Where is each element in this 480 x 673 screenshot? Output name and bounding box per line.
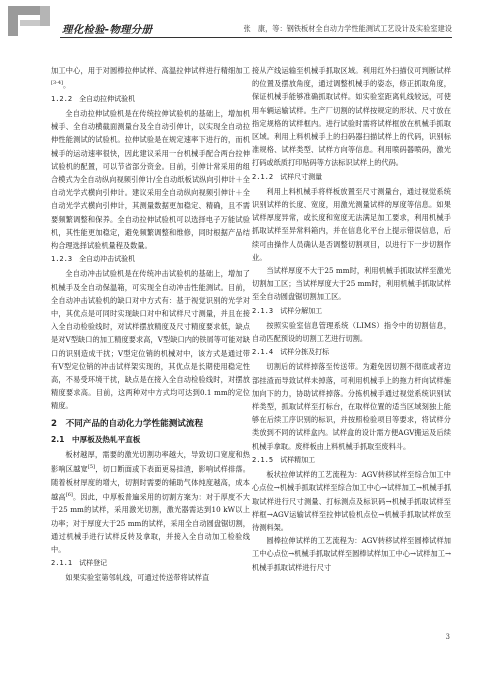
header-rule bbox=[60, 37, 452, 38]
subsubsection-heading: 2.1.1 试样登记 bbox=[51, 559, 108, 568]
citation-ref: [3-4] bbox=[51, 80, 63, 87]
body-paragraph bbox=[252, 468, 451, 534]
section-heading: 2 不同产品的自动化力学性能测试流程 bbox=[51, 418, 204, 429]
citation-ref: [5] bbox=[87, 464, 95, 471]
subsubsection-heading: 2.1.3 试样分解加工 bbox=[252, 306, 323, 315]
page-number: 3 bbox=[445, 633, 450, 641]
journal-logo-icon bbox=[6, 4, 66, 38]
paragraph-text: 当试样厚度不大于25 mm时，利用机械手抓取试样至激光切割加工区；当试样厚度大于25 mm时，利用机械手抓取试样至全自动圆盘锯切割加工区。 bbox=[252, 266, 451, 302]
body-paragraph bbox=[51, 571, 250, 584]
paragraph-text: 利用上料机械手将样板放置至尺寸测量台，通过视觉系统识别试样的长度、宽度，用激光测量试样的厚度等信息。如果试样厚度异常，或长度和宽度无法满足加工要求，利用机械手抓取试样至异常料箱内，并在信息化平台上提示错误信息，后续可由操作人员确认是否调整切割项目，以进行下一步切割作业。 bbox=[252, 186, 451, 262]
paragraph-text-cont: ，切口断面或下表面更易挂渣，影响试样排落。随着板材厚度的增大，切割时需要的辅助气体纯度越高，成本越高 bbox=[51, 464, 250, 502]
page-header bbox=[0, 0, 480, 40]
paragraph-text: 按照实验室信息管理系统（LIMS）指令中的切割信息，自动匹配预设的切割工艺进行切割。 bbox=[252, 320, 451, 344]
subsubsection-heading: 2.1.5 试样精加工 bbox=[252, 455, 316, 464]
body-paragraph bbox=[51, 64, 250, 92]
body-paragraph bbox=[51, 448, 250, 556]
left-column bbox=[51, 64, 250, 585]
subsection-heading: 2.1 中厚板及热轧平直板 bbox=[51, 434, 141, 444]
subsubsection-heading: 2.1.4 试样分拣及打标 bbox=[252, 348, 330, 357]
paragraph-text: 如果实验室第邻轧线，可通过传送带将试样直 bbox=[65, 573, 210, 583]
running-head: 张 康，等：钢铁板材全自动力学性能测试工艺设计及实验室建设 bbox=[243, 24, 452, 33]
body-paragraph bbox=[252, 64, 451, 170]
body-paragraph bbox=[252, 360, 451, 452]
paragraph-text-cont: 。 bbox=[62, 80, 71, 90]
body-paragraph bbox=[252, 264, 451, 304]
paragraph-text: 接从产线运输至机械手抓取区域。利用红外扫描仪可判断试样的位置及摆放角度，通过调整机械手的姿态，修正抓取角度，保证机械手能够准确抓取试样。如实验室距离轧线较远，可使用车辆运输试样。生产厂切割的试样按规定的形状、尺寸放在指定规格的试样框内。进行试验时需将试样框放在机械手抓取区域。利用上料机械手上的扫码器扫描试样上的代码，识别标准规格、试样类型、试样方向等信息。利用喷码器喷码，激光打码或纸质打印贴码等方法标识试样上的代码。 bbox=[252, 66, 451, 168]
paragraph-text: 切割后的试样掉落至传送带。为避免因切割不彻底或者边部挂渣而导致试样未掉落，可利用机械手上的拖力杆向试样施加向下的力，协助试样掉落。分拣机械手通过视觉系统识别试样类型，抓取试样至打标台，在取样位置的适当区域刻独上能够在后续工序识别的标识，并按照检验项目等要求，将试样分类放到不同的试样盒内。试样盒的设计需方便AGV搬运及后续机械手拿取。废样板由上料机械手抓取至废料斗。 bbox=[252, 362, 451, 451]
right-column bbox=[252, 64, 451, 574]
body-paragraph bbox=[51, 107, 250, 252]
paragraph-text: 全自动冲击试验机是在传统冲击试验机的基础上，增加了机械手及全自动保温箱，可实现全自动冲击性能测试。目前，全自动冲击试验机的缺口对中方式有：基于视觉识别的光学对中，其优点是可同时实现缺口对中和试样尺寸测量，并且在接入全自动检验线时，对试样摆放精度及尺寸精度要求低，缺点是对V型缺口的加工精度要求高，V型缺口内的铁屑等可能对缺口的识别造成干扰；V型定位销的机械对中，该方式是通过带有V型定位销的冲击试样架实现的，其优点是长期使用稳定性高，不易受环境干扰，缺点是在接入全自动检验线时，对摆放精度要求高。目前，这两种对中方式均可达到0.1 mm的定位精度。 bbox=[51, 269, 250, 411]
paragraph-text: 圆棒拉伸试样的工艺流程为：AGV转移试样至圆棒试样加工中心点位→机械手抓取试样至圆棒试样加工中心→试样加工→机械手抓取试样进行尺寸 bbox=[252, 536, 451, 572]
paragraph-text: 板材越厚，需要的激光切割功率越大，导致切口宽度和热影响区越宽 bbox=[51, 449, 250, 474]
body-paragraph bbox=[51, 267, 250, 412]
journal-name: 理化检验-物理分册 bbox=[62, 24, 153, 36]
body-paragraph bbox=[252, 185, 451, 264]
paragraph-text: 全自动拉伸试验机是在传统拉伸试验机的基础上，增加机械手、全自动横截面测量台及全自动引伸计，以实现全自动拉伸性能测试的试验机。拉伸试验是在规定速率下进行的，而机械手的运动速率很快，因此建议采用一台机械手配合两台拉伸试验机的配置，可以节省部分资金。目前，引伸计常采用的组合模式为全自动纵向视频引伸计/全自动纸板试纵向引伸计＋全自动光学式横向引伸计。建议采用全自动纵向视频引伸计＋全自动光学式横向引伸计，其测量数据更加稳定、精确，且不需要频繁调整和保养。全自动拉伸试验机可以选择电子万能试验机，其性能更加稳定，避免频繁调整和维修，同时根据产品结构合理选择试验机量程及数量。 bbox=[51, 109, 250, 251]
subsubsection-heading: 2.1.2 试样尺寸测量 bbox=[252, 172, 323, 181]
paragraph-text: 加工中心，用于对圆棒拉伸试样、高温拉伸试样进行精细加工 bbox=[51, 66, 250, 75]
body-paragraph bbox=[252, 534, 451, 574]
paragraph-text-cont: 。因此，中厚板普遍采用的切割方案为：对于厚度不大于25 mm的试样，采用激光切割，激光器需达到10 kW以上功率；对于厚度大于25 mm的试样，采用全自动圆盘锯切割，通过机械手进行试样反转及拿取，并接入全自动加工检验线中。 bbox=[51, 492, 250, 555]
paragraph-text: 板状拉伸试样的工艺流程为：AGV转移试样至综合加工中心点位→机械手抓取试样至综合加工中心→试样加工→机械手抓取试样进行尺寸测量、打标测点及标识码→机械手抓取试样至样框→AGV运输试样至拉伸试验机点位→机械手抓取试样放至待测料架。 bbox=[252, 470, 451, 532]
subsubsection-heading: 1.2.3 全自动冲击试验机 bbox=[51, 255, 136, 264]
citation-ref: [6] bbox=[65, 491, 73, 498]
subsubsection-heading: 1.2.2 全自动拉伸试验机 bbox=[51, 94, 136, 103]
body-paragraph bbox=[252, 319, 451, 345]
